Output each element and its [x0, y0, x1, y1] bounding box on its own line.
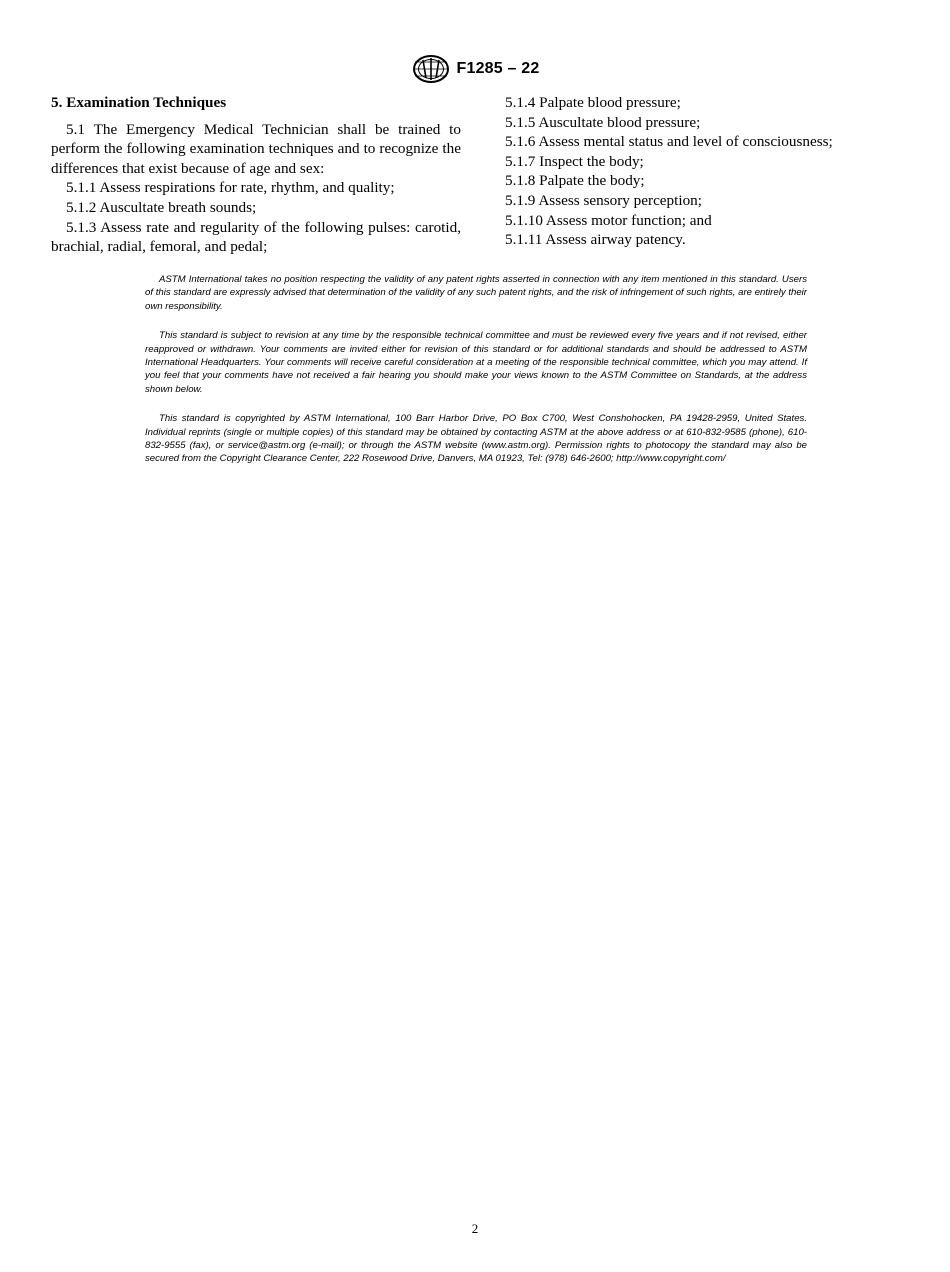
section-heading: 5. Examination Techniques — [51, 94, 227, 111]
list-item: 5.1.7 Inspect the body; — [505, 152, 644, 170]
page-number: 2 — [471, 1221, 479, 1236]
copyright-notice: This standard is copyrighted by ASTM International, 100 Barr Harbor Drive, PO Box C700, West Conshohocken, PA 19428-2959, United States. Individual reprints (single or multiple copies) of this standard may be obtained by contacting ASTM at the above address or at 610-832-9585 (phone), 610-832-9555 (fax), or service@astm.org (e-mail); or through the ASTM website (www.astm.org). Permission rights to photocopy the standard may also be secured from the Copyright Clearance Center, 222 Rosewood Drive, Danvers, MA 01923, Tel: (978) 646-2600; http://www.copyright.com/ — [145, 413, 807, 465]
legal-notices — [145, 273, 807, 482]
list-item: 5.1.11 Assess airway patency. — [505, 231, 686, 249]
list-item: 5.1.4 Palpate blood pressure; — [505, 94, 681, 111]
right-column — [505, 93, 905, 250]
list-item: 5.1.2 Auscultate breath sounds; — [66, 198, 257, 216]
list-item: 5.1.6 Assess mental status and level of consciousness; — [505, 133, 833, 151]
list-item: 5.1.9 Assess sensory perception; — [505, 191, 702, 209]
standard-designation: F1285 – 22 — [456, 60, 540, 77]
list-item: 5.1.5 Auscultate blood pressure; — [505, 113, 701, 131]
list-item: 5.1.10 Assess motor function; and — [505, 211, 712, 229]
astm-logo-icon — [411, 54, 451, 84]
list-item: 5.1.1 Assess respirations for rate, rhythm, and quality; — [66, 179, 395, 197]
intro-paragraph: 5.1 The Emergency Medical Technician shall be trained to perform the following examination techniques and to recognize the differences that exist because of age and sex: — [51, 120, 461, 177]
left-column — [51, 93, 461, 257]
list-item: 5.1.3 Assess rate and regularity of the following pulses: carotid, brachial, radial, femoral, and pedal; — [51, 218, 461, 256]
patent-notice: ASTM International takes no position respecting the validity of any patent rights asserted in connection with any item mentioned in this standard. Users of this standard are expressly advised that determination of the validity of any such patent rights, and the risk of infringement of such rights, are entirely their own responsibility. — [145, 274, 807, 312]
list-item: 5.1.8 Palpate the body; — [505, 172, 645, 190]
revision-notice: This standard is subject to revision at any time by the responsible technical committee and must be reviewed every five years and if not revised, either reapproved or withdrawn. Your comments are invited either for revision of this standard or for additional standards and should be addressed to ASTM International Headquarters. Your comments will receive careful consideration at a meeting of the responsible technical committee, which you may attend. If you feel that your comments have not received a fair hearing you should make your views known to the ASTM Committee on Standards, at the address shown below. — [145, 330, 807, 395]
page-header — [0, 54, 950, 84]
